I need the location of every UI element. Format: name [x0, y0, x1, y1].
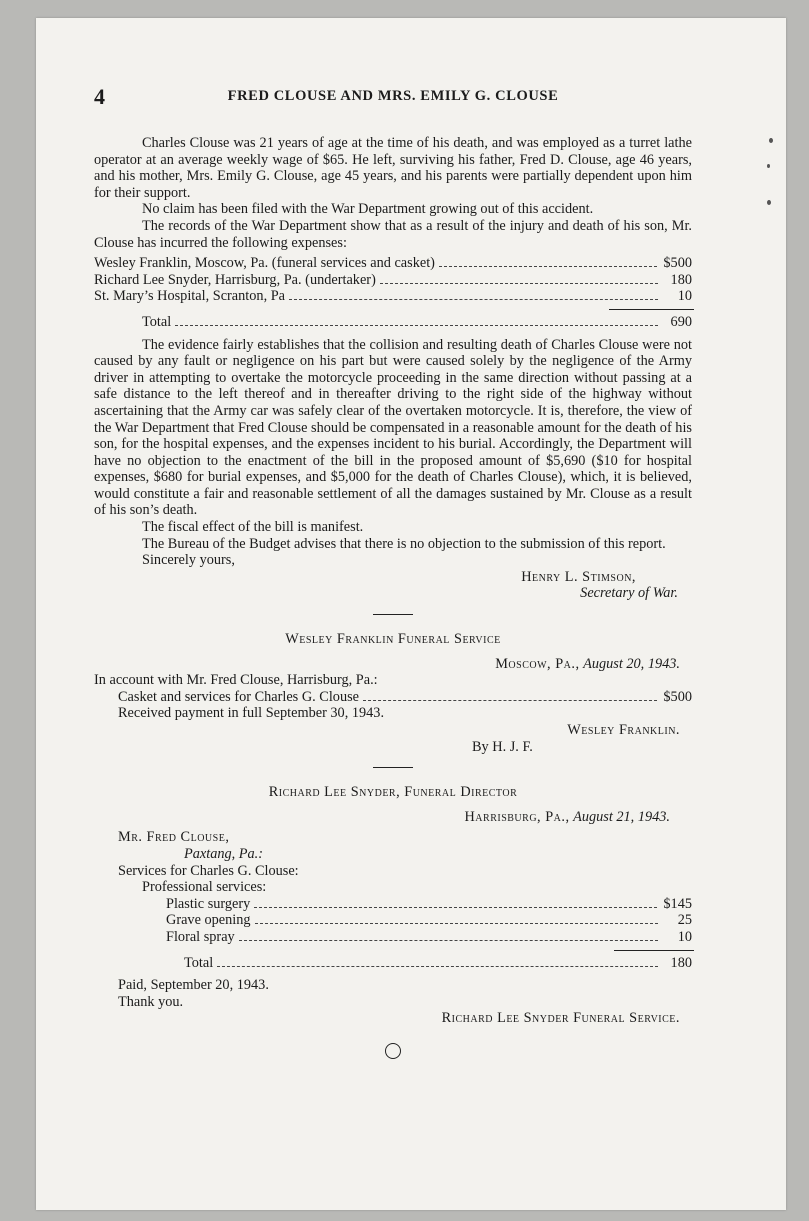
total-label: Total	[142, 313, 172, 330]
leader-dots	[380, 283, 658, 284]
services-for: Services for Charles G. Clouse:	[118, 862, 299, 879]
total-amount: 690	[670, 313, 692, 330]
signer-title: Secretary of War.	[580, 585, 678, 602]
running-title: FRED CLOUSE AND MRS. EMILY G. CLOUSE	[227, 88, 559, 104]
expense-amount: $500	[663, 255, 692, 272]
received-line: Received payment in full September 30, 1943.	[118, 705, 385, 722]
franklin-signature: Wesley Franklin.	[567, 722, 680, 738]
service-label: Plastic surgery	[166, 895, 251, 912]
letter-paragraph: No claim has been filed with the War Department growing out of this accident.	[142, 201, 594, 218]
snyder-signature: Richard Lee Snyder Funeral Service.	[441, 1010, 680, 1027]
service-amount: 10	[677, 928, 692, 945]
addressee-place: Paxtang, Pa.:	[184, 845, 264, 862]
franklin-place-date	[94, 656, 692, 673]
paper-speck	[769, 138, 773, 143]
expense-row	[94, 255, 692, 272]
account-line: In account with Mr. Fred Clouse, Harrisburg, Pa.:	[94, 672, 378, 689]
service-label: Grave opening	[166, 912, 251, 929]
date: August 21, 1943.	[573, 808, 670, 825]
thanks-line: Thank you.	[118, 993, 184, 1010]
franklin-by: By H. J. F.	[472, 738, 533, 755]
expense-label: St. Mary’s Hospital, Scranton, Pa	[94, 288, 286, 305]
end-circle-mark	[385, 1043, 401, 1059]
service-amount: $145	[663, 895, 692, 912]
expense-total-row	[94, 314, 692, 331]
expense-amount: 180	[670, 271, 692, 288]
service-total-row	[94, 955, 692, 972]
letter-paragraph: The records of the War Department show that as a result of the injury and death of his son, Mr. Clouse has incurred the following expenses:	[94, 217, 692, 251]
total-label: Total	[184, 954, 214, 971]
letter-paragraph: Charles Clouse was 21 years of age at the time of his death, and was employed as a turret lathe operator at an average weekly wage of $65. He left, surviving his father, Fred D. Clouse, age 46 years, and his mother, Mrs. Emily G. Clouse, age 45 years, and his parents were partially dependent upon him for their support.	[94, 135, 692, 201]
leader-dots	[255, 923, 658, 924]
letter-paragraph: The fiscal effect of the bill is manifest.	[142, 519, 364, 536]
invoice-row	[94, 689, 692, 706]
leader-dots	[239, 940, 658, 941]
expense-row	[94, 272, 692, 289]
page-header	[94, 86, 692, 112]
leader-dots	[289, 299, 658, 300]
signer-name: Henry L. Stimson,	[521, 568, 636, 585]
leader-dots	[254, 907, 657, 908]
letter-paragraph: The evidence fairly establishes that the collision and resulting death of Charles Clouse were not caused by any fault or negligence on his part but were caused solely by the negligence of the Army driver in attempting to overtake the motorcycle proceeding in the same direction without passing at a safe distance to the left thereof and in thereafter driving to the right side of the highway without ascertaining that the Army car was safely clear of the overtaken motorcycle. It is, therefore, the view of the War Department that Fred Clouse should be compensated in a reasonable amount for the death of his son, for the hospital expenses, and the expenses incident to his burial. Accordingly, the Department will have no objection to the enactment of the bill in the proposed amount of $5,690 ($10 for hospital expenses, $680 for burial expenses, and $5,000 for the death of Charles Clouse), which, it is believed, would constitute a fair and reasonable settlement of all the damages sustained by Mr. Clouse as a result of his son’s death.	[94, 336, 692, 519]
service-amount: 25	[677, 912, 692, 929]
snyder-place-date	[94, 809, 692, 826]
paper-speck	[767, 200, 771, 205]
leader-dots	[363, 700, 657, 701]
document-body	[94, 135, 692, 1059]
leader-dots	[439, 266, 657, 267]
expense-label: Wesley Franklin, Moscow, Pa. (funeral services and casket)	[94, 255, 435, 272]
service-row	[94, 929, 692, 946]
signature-block	[94, 569, 692, 586]
total-rule	[609, 309, 694, 310]
total-rule	[614, 950, 694, 951]
expense-list	[94, 255, 692, 330]
expense-amount: 10	[677, 288, 692, 305]
paid-line: Paid, September 20, 1943.	[118, 977, 269, 994]
expense-label: Richard Lee Snyder, Harrisburg, Pa. (undertaker)	[94, 271, 376, 288]
total-amount: 180	[670, 954, 692, 971]
place: Harrisburg, Pa.,	[464, 808, 570, 825]
leader-dots	[217, 966, 658, 967]
service-label: Floral spray	[166, 928, 235, 945]
section-divider	[373, 767, 413, 768]
section-divider	[373, 614, 413, 615]
item-label: Casket and services for Charles G. Clouse	[118, 688, 360, 705]
franklin-heading: Wesley Franklin Funeral Service	[285, 631, 501, 648]
leader-dots	[175, 325, 658, 326]
closing: Sincerely yours,	[142, 552, 235, 569]
place: Moscow, Pa.,	[495, 655, 580, 672]
expense-row	[94, 288, 692, 305]
page-number: 4	[94, 84, 105, 109]
addressee: Mr. Fred Clouse,	[118, 829, 230, 846]
professional-services: Professional services:	[142, 879, 267, 896]
service-row	[94, 896, 692, 913]
paper-speck	[767, 164, 770, 168]
letter-paragraph: The Bureau of the Budget advises that there is no objection to the submission of this report.	[142, 535, 666, 552]
snyder-heading: Richard Lee Snyder, Funeral Director	[268, 784, 518, 801]
service-row	[94, 912, 692, 929]
item-amount: $500	[663, 688, 692, 705]
date: August 20, 1943.	[583, 655, 680, 672]
